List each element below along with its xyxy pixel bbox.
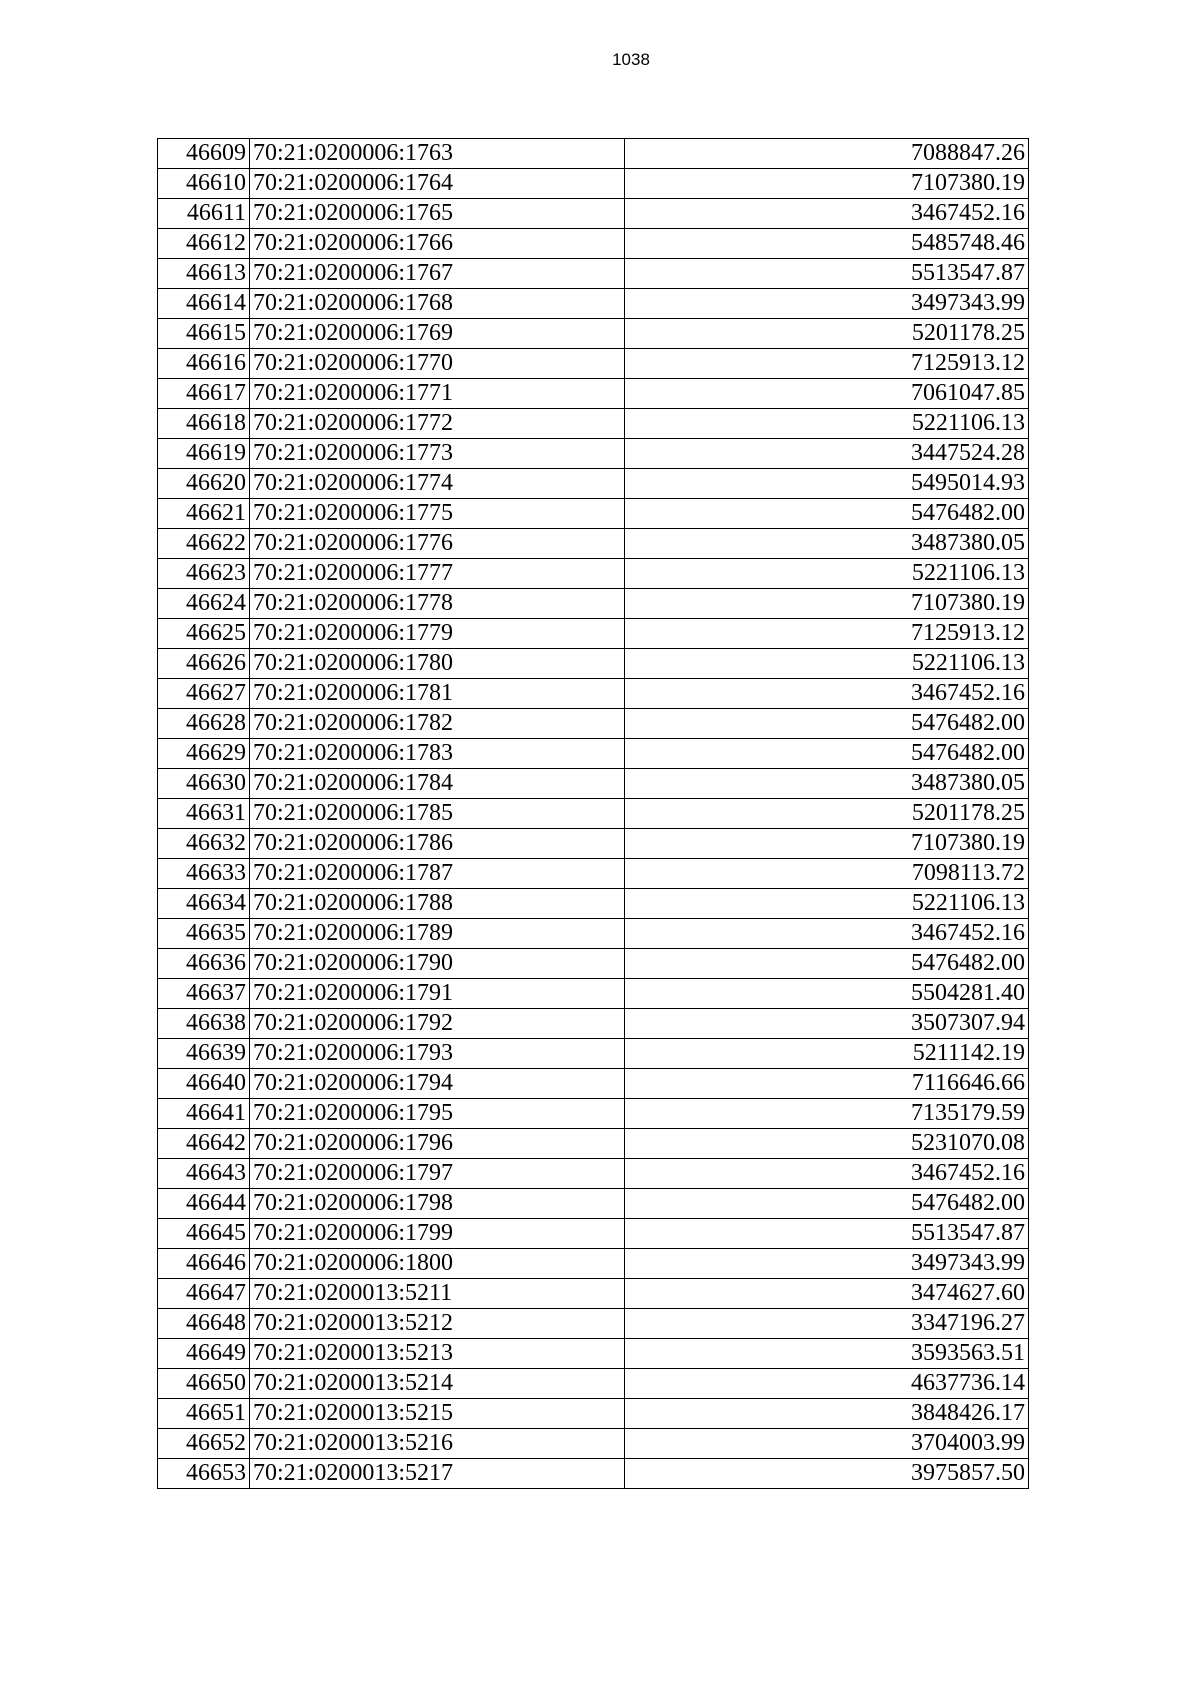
- table-row: [158, 1159, 1029, 1189]
- row-number: 46638: [158, 1009, 250, 1039]
- cadastral-value: 5485748.46: [625, 229, 1029, 259]
- row-number: 46614: [158, 289, 250, 319]
- cadastral-number: 70:21:0200013:5211: [250, 1279, 625, 1309]
- cadastral-number: 70:21:0200006:1782: [250, 709, 625, 739]
- cadastral-value: 3704003.99: [625, 1429, 1029, 1459]
- table-row: [158, 1039, 1029, 1069]
- table-row: [158, 1069, 1029, 1099]
- row-number: 46650: [158, 1369, 250, 1399]
- row-number: 46642: [158, 1129, 250, 1159]
- table-row: [158, 769, 1029, 799]
- row-number: 46615: [158, 319, 250, 349]
- cadastral-number: 70:21:0200006:1772: [250, 409, 625, 439]
- cadastral-value: 3467452.16: [625, 919, 1029, 949]
- cadastral-value: 3848426.17: [625, 1399, 1029, 1429]
- cadastral-value: 3447524.28: [625, 439, 1029, 469]
- table-row: [158, 529, 1029, 559]
- cadastral-number: 70:21:0200006:1770: [250, 349, 625, 379]
- cadastral-value: 7125913.12: [625, 349, 1029, 379]
- cadastral-value: 5221106.13: [625, 889, 1029, 919]
- table-row: [158, 469, 1029, 499]
- cadastral-value: 7088847.26: [625, 139, 1029, 169]
- row-number: 46610: [158, 169, 250, 199]
- table-row: [158, 1249, 1029, 1279]
- row-number: 46627: [158, 679, 250, 709]
- table-row: [158, 739, 1029, 769]
- cadastral-value: 3507307.94: [625, 1009, 1029, 1039]
- table-row: [158, 169, 1029, 199]
- cadastral-number: 70:21:0200006:1796: [250, 1129, 625, 1159]
- row-number: 46637: [158, 979, 250, 1009]
- cadastral-value: 5476482.00: [625, 499, 1029, 529]
- row-number: 46622: [158, 529, 250, 559]
- table-row: [158, 139, 1029, 169]
- row-number: 46623: [158, 559, 250, 589]
- cadastral-value: 5201178.25: [625, 799, 1029, 829]
- table-row: [158, 1369, 1029, 1399]
- cadastral-number: 70:21:0200006:1799: [250, 1219, 625, 1249]
- cadastral-value: 5513547.87: [625, 1219, 1029, 1249]
- cadastral-value: 5201178.25: [625, 319, 1029, 349]
- cadastral-number: 70:21:0200006:1783: [250, 739, 625, 769]
- cadastral-value-table: [157, 138, 1029, 1489]
- table-row: [158, 829, 1029, 859]
- table-row: [158, 859, 1029, 889]
- table-row: [158, 649, 1029, 679]
- table-row: [158, 889, 1029, 919]
- cadastral-number: 70:21:0200006:1764: [250, 169, 625, 199]
- table-row: [158, 499, 1029, 529]
- table-row: [158, 1309, 1029, 1339]
- cadastral-number: 70:21:0200006:1765: [250, 199, 625, 229]
- cadastral-number: 70:21:0200013:5212: [250, 1309, 625, 1339]
- cadastral-number: 70:21:0200006:1793: [250, 1039, 625, 1069]
- row-number: 46618: [158, 409, 250, 439]
- table-row: [158, 1459, 1029, 1489]
- cadastral-number: 70:21:0200006:1776: [250, 529, 625, 559]
- cadastral-value: 5495014.93: [625, 469, 1029, 499]
- cadastral-number: 70:21:0200013:5214: [250, 1369, 625, 1399]
- cadastral-value: 5476482.00: [625, 739, 1029, 769]
- row-number: 46636: [158, 949, 250, 979]
- table-row: [158, 229, 1029, 259]
- cadastral-value: 3975857.50: [625, 1459, 1029, 1489]
- cadastral-value: 5211142.19: [625, 1039, 1029, 1069]
- table-row: [158, 709, 1029, 739]
- cadastral-value: 5504281.40: [625, 979, 1029, 1009]
- row-number: 46619: [158, 439, 250, 469]
- table-row: [158, 979, 1029, 1009]
- row-number: 46609: [158, 139, 250, 169]
- row-number: 46644: [158, 1189, 250, 1219]
- row-number: 46625: [158, 619, 250, 649]
- row-number: 46630: [158, 769, 250, 799]
- cadastral-value: 3497343.99: [625, 289, 1029, 319]
- table-body: [158, 139, 1029, 1489]
- cadastral-value: 5476482.00: [625, 1189, 1029, 1219]
- cadastral-value: 7125913.12: [625, 619, 1029, 649]
- row-number: 46634: [158, 889, 250, 919]
- cadastral-number: 70:21:0200006:1767: [250, 259, 625, 289]
- row-number: 46612: [158, 229, 250, 259]
- cadastral-number: 70:21:0200006:1769: [250, 319, 625, 349]
- cadastral-value: 3467452.16: [625, 199, 1029, 229]
- row-number: 46626: [158, 649, 250, 679]
- row-number: 46635: [158, 919, 250, 949]
- cadastral-value: 5221106.13: [625, 559, 1029, 589]
- cadastral-number: 70:21:0200006:1789: [250, 919, 625, 949]
- cadastral-value: 3467452.16: [625, 1159, 1029, 1189]
- row-number: 46611: [158, 199, 250, 229]
- cadastral-value: 3347196.27: [625, 1309, 1029, 1339]
- cadastral-number: 70:21:0200006:1775: [250, 499, 625, 529]
- cadastral-value: 3487380.05: [625, 769, 1029, 799]
- table-row: [158, 1339, 1029, 1369]
- cadastral-number: 70:21:0200006:1787: [250, 859, 625, 889]
- table-row: [158, 1129, 1029, 1159]
- cadastral-number: 70:21:0200006:1777: [250, 559, 625, 589]
- row-number: 46643: [158, 1159, 250, 1189]
- row-number: 46639: [158, 1039, 250, 1069]
- table-row: [158, 619, 1029, 649]
- cadastral-value: 7107380.19: [625, 829, 1029, 859]
- row-number: 46621: [158, 499, 250, 529]
- cadastral-number: 70:21:0200006:1790: [250, 949, 625, 979]
- cadastral-number: 70:21:0200006:1780: [250, 649, 625, 679]
- cadastral-number: 70:21:0200006:1771: [250, 379, 625, 409]
- cadastral-value: 7135179.59: [625, 1099, 1029, 1129]
- cadastral-value: 3474627.60: [625, 1279, 1029, 1309]
- table-row: [158, 259, 1029, 289]
- row-number: 46640: [158, 1069, 250, 1099]
- row-number: 46629: [158, 739, 250, 769]
- table-row: [158, 679, 1029, 709]
- row-number: 46651: [158, 1399, 250, 1429]
- cadastral-number: 70:21:0200006:1784: [250, 769, 625, 799]
- cadastral-number: 70:21:0200013:5216: [250, 1429, 625, 1459]
- cadastral-number: 70:21:0200006:1788: [250, 889, 625, 919]
- table-row: [158, 589, 1029, 619]
- row-number: 46653: [158, 1459, 250, 1489]
- cadastral-number: 70:21:0200006:1766: [250, 229, 625, 259]
- table-row: [158, 1099, 1029, 1129]
- table-row: [158, 379, 1029, 409]
- cadastral-value: 5221106.13: [625, 649, 1029, 679]
- cadastral-number: 70:21:0200013:5213: [250, 1339, 625, 1369]
- cadastral-number: 70:21:0200013:5217: [250, 1459, 625, 1489]
- cadastral-value: 3487380.05: [625, 529, 1029, 559]
- cadastral-value: 7107380.19: [625, 169, 1029, 199]
- cadastral-value: 7116646.66: [625, 1069, 1029, 1099]
- row-number: 46613: [158, 259, 250, 289]
- cadastral-number: 70:21:0200006:1794: [250, 1069, 625, 1099]
- cadastral-value: 4637736.14: [625, 1369, 1029, 1399]
- cadastral-value: 5231070.08: [625, 1129, 1029, 1159]
- row-number: 46628: [158, 709, 250, 739]
- cadastral-value: 5476482.00: [625, 709, 1029, 739]
- table-row: [158, 1429, 1029, 1459]
- cadastral-value: 7061047.85: [625, 379, 1029, 409]
- cadastral-value: 3467452.16: [625, 679, 1029, 709]
- row-number: 46641: [158, 1099, 250, 1129]
- cadastral-number: 70:21:0200006:1779: [250, 619, 625, 649]
- row-number: 46648: [158, 1309, 250, 1339]
- table-row: [158, 1279, 1029, 1309]
- cadastral-value: 7107380.19: [625, 589, 1029, 619]
- cadastral-number: 70:21:0200006:1798: [250, 1189, 625, 1219]
- table-row: [158, 349, 1029, 379]
- cadastral-value: 3593563.51: [625, 1339, 1029, 1369]
- table-row: [158, 799, 1029, 829]
- cadastral-number: 70:21:0200006:1791: [250, 979, 625, 1009]
- table-row: [158, 289, 1029, 319]
- table-row: [158, 1009, 1029, 1039]
- cadastral-number: 70:21:0200006:1800: [250, 1249, 625, 1279]
- cadastral-number: 70:21:0200006:1768: [250, 289, 625, 319]
- cadastral-number: 70:21:0200006:1785: [250, 799, 625, 829]
- row-number: 46620: [158, 469, 250, 499]
- table-row: [158, 949, 1029, 979]
- row-number: 46631: [158, 799, 250, 829]
- table-row: [158, 409, 1029, 439]
- row-number: 46617: [158, 379, 250, 409]
- cadastral-number: 70:21:0200006:1786: [250, 829, 625, 859]
- row-number: 46616: [158, 349, 250, 379]
- cadastral-value: 5476482.00: [625, 949, 1029, 979]
- cadastral-number: 70:21:0200006:1774: [250, 469, 625, 499]
- cadastral-number: 70:21:0200006:1792: [250, 1009, 625, 1039]
- page-number: 1038: [612, 50, 650, 69]
- cadastral-number: 70:21:0200013:5215: [250, 1399, 625, 1429]
- table-row: [158, 1399, 1029, 1429]
- cadastral-number: 70:21:0200006:1781: [250, 679, 625, 709]
- row-number: 46646: [158, 1249, 250, 1279]
- cadastral-value: 5513547.87: [625, 259, 1029, 289]
- cadastral-value: 7098113.72: [625, 859, 1029, 889]
- row-number: 46632: [158, 829, 250, 859]
- cadastral-value: 5221106.13: [625, 409, 1029, 439]
- cadastral-number: 70:21:0200006:1773: [250, 439, 625, 469]
- row-number: 46633: [158, 859, 250, 889]
- table-row: [158, 199, 1029, 229]
- row-number: 46649: [158, 1339, 250, 1369]
- cadastral-number: 70:21:0200006:1778: [250, 589, 625, 619]
- cadastral-number: 70:21:0200006:1797: [250, 1159, 625, 1189]
- row-number: 46624: [158, 589, 250, 619]
- cadastral-value: 3497343.99: [625, 1249, 1029, 1279]
- row-number: 46652: [158, 1429, 250, 1459]
- table-row: [158, 919, 1029, 949]
- table-row: [158, 439, 1029, 469]
- cadastral-number: 70:21:0200006:1795: [250, 1099, 625, 1129]
- table-row: [158, 1219, 1029, 1249]
- table-row: [158, 319, 1029, 349]
- cadastral-number: 70:21:0200006:1763: [250, 139, 625, 169]
- table-row: [158, 1189, 1029, 1219]
- table-row: [158, 559, 1029, 589]
- row-number: 46647: [158, 1279, 250, 1309]
- row-number: 46645: [158, 1219, 250, 1249]
